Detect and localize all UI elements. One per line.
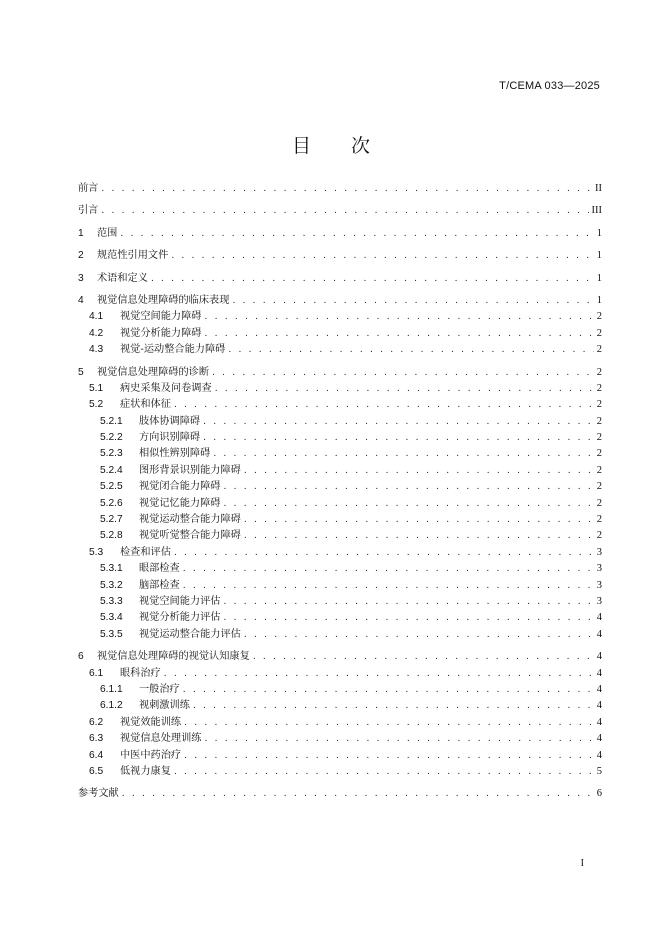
toc-entry[interactable] — [78, 271, 602, 287]
toc-entry-page: 2 — [596, 432, 602, 444]
toc-entry-number: 5.2.1 — [100, 415, 123, 427]
toc-entry-label: 视觉空间能力评估 — [139, 595, 221, 607]
toc-entry-number: 4.1 — [89, 311, 104, 323]
toc-leader-dots — [232, 293, 593, 309]
toc-entry-page: 2 — [596, 514, 602, 526]
toc-leader-dots — [244, 463, 594, 479]
toc-entry[interactable] — [78, 561, 602, 577]
toc-leader-dots — [228, 342, 593, 358]
toc-entry-label: 视觉听觉整合能力障碍 — [139, 530, 241, 542]
toc-entry-page: 3 — [596, 579, 602, 591]
toc-leader-dots — [205, 731, 594, 747]
toc-entry-page: 4 — [596, 733, 602, 745]
toc-entry-page: II — [595, 183, 602, 194]
toc-entry[interactable] — [78, 528, 602, 544]
toc-entry-label: 视觉信息处理训练 — [120, 733, 202, 745]
toc-entry-page: 4 — [596, 667, 602, 679]
toc-entry-page: 2 — [596, 382, 602, 394]
toc-entry-number: 5.2.5 — [100, 481, 123, 493]
toc-entry-number: 6.1.2 — [100, 700, 123, 712]
toc-entry-number: 5.2.3 — [100, 448, 123, 460]
toc-entry[interactable] — [78, 764, 602, 780]
toc-entry-page: 6 — [596, 788, 602, 800]
toc-entry[interactable] — [78, 463, 602, 479]
toc-entry-page: 4 — [596, 628, 602, 640]
toc-entry[interactable] — [78, 342, 602, 358]
toc-entry[interactable] — [78, 381, 602, 397]
toc-entry-page: 5 — [596, 765, 602, 777]
toc-entry-number: 5.3.3 — [100, 595, 123, 607]
toc-entry[interactable] — [78, 293, 602, 309]
toc-entry-number: 3 — [78, 272, 84, 284]
title-char: 次 — [351, 135, 371, 157]
toc-entry-label: 视觉效能训练 — [120, 716, 182, 728]
toc-entry[interactable] — [78, 430, 602, 446]
toc-entry[interactable] — [78, 610, 602, 626]
toc-entry-page: 3 — [596, 546, 602, 558]
toc-leader-dots — [224, 479, 594, 495]
toc-entry[interactable] — [78, 594, 602, 610]
toc-entry[interactable] — [78, 627, 602, 643]
toc-entry[interactable] — [78, 682, 602, 698]
toc-entry[interactable] — [78, 649, 602, 665]
toc-entry-number: 2 — [78, 250, 84, 262]
toc-leader-dots — [164, 666, 594, 682]
toc-entry-page: 4 — [596, 683, 602, 695]
toc-entry-label: 症状和体征 — [120, 399, 171, 411]
toc-entry-page: 1 — [596, 227, 602, 239]
toc-entry-label: 视觉记忆能力障碍 — [139, 497, 221, 509]
toc-entry-page: 4 — [596, 716, 602, 728]
toc-leader-dots — [171, 248, 593, 264]
toc-entry-page: 1 — [596, 250, 602, 262]
toc-entry-label: 视觉分析能力障碍 — [120, 327, 202, 339]
toc-entry-number: 5.2 — [89, 399, 104, 411]
toc-entry[interactable] — [78, 545, 602, 561]
page-title — [0, 131, 662, 158]
toc-entry-page: 2 — [596, 344, 602, 356]
toc-entry[interactable] — [78, 496, 602, 512]
toc-entry-number: 6.3 — [89, 733, 104, 745]
toc-entry-label: 视觉信息处理障碍的视觉认知康复 — [97, 651, 250, 663]
toc-entry-page: 2 — [596, 530, 602, 542]
toc-entry-page: 2 — [596, 415, 602, 427]
toc-entry-label: 范围 — [97, 227, 118, 239]
toc-entry-label: 病史采集及问卷调查 — [120, 382, 212, 394]
toc-entry[interactable] — [78, 731, 602, 747]
toc-leader-dots — [184, 748, 594, 764]
toc-entry-number: 5.3 — [89, 546, 104, 558]
toc-entry-number: 6.4 — [89, 749, 104, 761]
toc-leader-dots — [184, 715, 594, 731]
toc-entry-number: 1 — [78, 227, 84, 239]
toc-entry-page: 3 — [596, 595, 602, 607]
toc-entry-page: 4 — [596, 700, 602, 712]
toc-entry[interactable] — [78, 181, 602, 197]
toc-leader-dots — [205, 326, 594, 342]
toc-leader-dots — [183, 578, 594, 594]
toc-entry-page: 2 — [596, 497, 602, 509]
toc-entry-label: 术语和定义 — [97, 272, 148, 284]
toc-entry-number: 5.2.7 — [100, 514, 123, 526]
toc-entry[interactable] — [78, 203, 602, 219]
toc-entry[interactable] — [78, 512, 602, 528]
toc-entry-number: 4 — [78, 294, 84, 306]
toc-entry[interactable] — [78, 698, 602, 714]
toc-entry-label: 视觉空间能力障碍 — [120, 311, 202, 323]
toc-entry-page: 1 — [596, 272, 602, 284]
toc-entry-label: 中医中药治疗 — [120, 749, 182, 761]
toc-entry-page: 4 — [596, 749, 602, 761]
toc-entry-label: 眼科治疗 — [120, 667, 161, 679]
toc-entry[interactable] — [78, 248, 602, 264]
toc-leader-dots — [212, 365, 594, 381]
toc-entry-label: 肢体协调障碍 — [139, 415, 201, 427]
toc-leader-dots — [174, 764, 594, 780]
toc-leader-dots — [224, 594, 594, 610]
toc-entry-number: 6.1 — [89, 667, 104, 679]
toc-entry-page: 2 — [596, 366, 602, 378]
toc-entry-label: 引言 — [78, 205, 99, 217]
toc-leader-dots — [183, 682, 594, 698]
toc-entry-number: 6.5 — [89, 765, 104, 777]
toc-entry[interactable] — [78, 786, 602, 802]
toc-leader-dots — [122, 786, 594, 802]
toc-entry-page: 2 — [596, 464, 602, 476]
toc-entry-page: 2 — [596, 481, 602, 493]
toc-entry-label: 视觉运动整合能力障碍 — [139, 514, 241, 526]
toc-entry-label: 检查和评估 — [120, 546, 171, 558]
toc-entry[interactable] — [78, 578, 602, 594]
toc-leader-dots — [244, 627, 594, 643]
toc-leader-dots — [151, 271, 594, 287]
toc-entry-number: 4.3 — [89, 344, 104, 356]
toc-entry[interactable] — [78, 309, 602, 325]
toc-leader-dots — [174, 397, 594, 413]
toc-entry-label: 前言 — [78, 183, 99, 194]
toc-leader-dots — [203, 430, 594, 446]
toc-entry-page: 2 — [596, 327, 602, 339]
toc-entry-page: 4 — [596, 612, 602, 624]
toc-leader-dots — [215, 381, 594, 397]
toc-leader-dots — [244, 528, 594, 544]
toc-entry[interactable] — [78, 666, 602, 682]
toc-leader-dots — [213, 446, 593, 462]
toc-entry[interactable] — [78, 479, 602, 495]
toc-entry-page: 1 — [596, 294, 602, 306]
toc-entry-page: 3 — [596, 563, 602, 575]
toc-entry-label: 参考文献 — [78, 788, 119, 800]
toc-entry[interactable] — [78, 414, 602, 430]
table-of-contents — [78, 181, 602, 803]
toc-entry-label: 视觉运动整合能力评估 — [139, 628, 241, 640]
toc-entry-page: 2 — [596, 448, 602, 460]
toc-entry-page: 4 — [596, 651, 602, 663]
toc-entry-number: 6.2 — [89, 716, 104, 728]
toc-entry-label: 视刺激训练 — [139, 700, 190, 712]
toc-entry-page: III — [591, 205, 602, 217]
toc-entry-number: 5.2.4 — [100, 464, 123, 476]
toc-leader-dots — [174, 545, 594, 561]
toc-entry-label: 视觉信息处理障碍的临床表现 — [97, 294, 230, 306]
toc-entry-label: 视觉闭合能力障碍 — [139, 481, 221, 493]
toc-entry-page: 2 — [596, 399, 602, 411]
toc-leader-dots — [203, 414, 594, 430]
toc-leader-dots — [253, 649, 594, 665]
toc-entry-label: 规范性引用文件 — [97, 250, 169, 262]
toc-entry[interactable] — [78, 365, 602, 381]
toc-entry[interactable] — [78, 226, 602, 242]
toc-entry[interactable] — [78, 446, 602, 462]
page-number: I — [580, 858, 584, 869]
toc-entry[interactable] — [78, 715, 602, 731]
toc-leader-dots — [193, 698, 594, 714]
toc-leader-dots — [183, 561, 594, 577]
toc-entry-number: 5.2.8 — [100, 530, 123, 542]
toc-leader-dots — [205, 309, 594, 325]
toc-entry-label: 一般治疗 — [139, 683, 180, 695]
toc-entry-label: 视觉分析能力评估 — [139, 612, 221, 624]
toc-entry-label: 低视力康复 — [120, 765, 171, 777]
toc-entry-label: 相似性辨别障碍 — [139, 448, 211, 460]
toc-entry-number: 5.3.2 — [100, 579, 123, 591]
toc-entry-number: 5.2.2 — [100, 432, 123, 444]
toc-entry-label: 图形背景识别能力障碍 — [139, 464, 241, 476]
toc-leader-dots — [101, 181, 592, 197]
title-char: 目 — [291, 135, 311, 157]
toc-entry[interactable] — [78, 326, 602, 342]
toc-entry[interactable] — [78, 748, 602, 764]
toc-entry-number: 5 — [78, 366, 84, 378]
toc-entry-label: 视觉信息处理障碍的诊断 — [97, 366, 210, 378]
toc-entry-number: 5.3.4 — [100, 612, 123, 624]
toc-entry-number: 5.1 — [89, 382, 104, 394]
toc-entry-number: 4.2 — [89, 327, 104, 339]
toc-entry-number: 5.3.5 — [100, 628, 123, 640]
toc-leader-dots — [120, 226, 593, 242]
toc-entry-number: 5.3.1 — [100, 563, 123, 575]
toc-entry-label: 脑部检查 — [139, 579, 180, 591]
toc-entry-number: 6.1.1 — [100, 683, 123, 695]
toc-entry-number: 6 — [78, 651, 84, 663]
toc-entry[interactable] — [78, 397, 602, 413]
toc-entry-label: 视觉-运动整合能力障碍 — [120, 344, 226, 356]
document-code: T/CEMA 033—2025 — [499, 80, 600, 92]
toc-entry-page: 2 — [596, 311, 602, 323]
toc-leader-dots — [244, 512, 594, 528]
toc-entry-label: 方向识别障碍 — [139, 432, 201, 444]
toc-leader-dots — [224, 610, 594, 626]
toc-entry-label: 眼部检查 — [139, 563, 180, 575]
toc-leader-dots — [101, 203, 588, 219]
toc-leader-dots — [224, 496, 594, 512]
toc-entry-number: 5.2.6 — [100, 497, 123, 509]
